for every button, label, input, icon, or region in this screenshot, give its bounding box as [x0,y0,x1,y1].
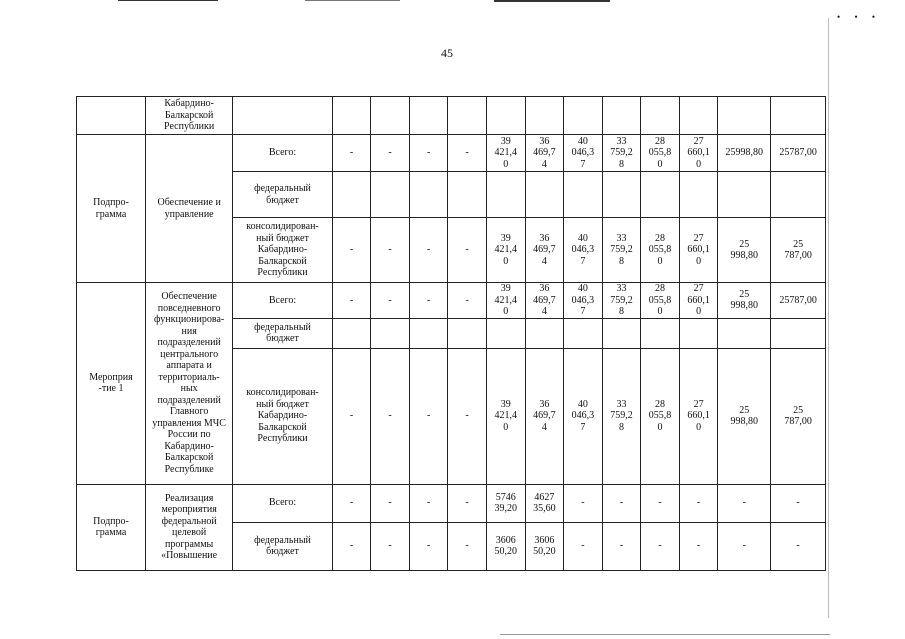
value-cell: - [602,484,641,522]
value-cell: - [332,283,371,319]
value-cell: - [409,522,448,570]
corner-marks: • • • [837,12,881,22]
value-cell [641,97,680,135]
type-cell: Мероприя -тие 1 [77,283,146,485]
value-cell: 28 055,8 0 [641,218,680,283]
name-cell: Кабардино- Балкарской Республики [146,97,233,135]
value-cell: 3606 50,20 [525,522,564,570]
table-row [77,97,826,135]
value-cell: 4627 35,60 [525,484,564,522]
source-cell: федеральный бюджет [233,318,332,348]
value-cell [718,318,771,348]
table-row [77,135,826,172]
value-cell [641,172,680,218]
table-body [77,97,826,571]
value-cell [771,97,826,135]
value-cell: - [409,484,448,522]
value-cell: 25787,00 [771,135,826,172]
page-number: 45 [441,46,453,60]
value-cell: 5746 39,20 [486,484,525,522]
value-cell: 28 055,8 0 [641,348,680,484]
budget-table [76,96,826,571]
value-cell: 28 055,8 0 [641,135,680,172]
scan-artifact-top-left [118,0,218,1]
value-cell: 40 046,3 7 [564,348,603,484]
value-cell [564,172,603,218]
value-cell: - [771,484,826,522]
value-cell [718,97,771,135]
value-cell: 27 660,1 0 [679,348,718,484]
value-cell [525,97,564,135]
value-cell: 25 787,00 [771,348,826,484]
value-cell [602,318,641,348]
value-cell: 25 998,80 [718,348,771,484]
value-cell: 33 759,2 8 [602,348,641,484]
value-cell [564,97,603,135]
value-cell: 25 998,80 [718,218,771,283]
value-cell: - [771,522,826,570]
name-cell: Обеспечение и управление [146,135,233,283]
value-cell: - [448,522,487,570]
value-cell: - [448,348,487,484]
value-cell [332,172,371,218]
value-cell [409,97,448,135]
type-cell: Подпро- грамма [77,484,146,570]
value-cell [486,172,525,218]
table-row [77,283,826,319]
value-cell: 27 660,1 0 [679,218,718,283]
type-cell: Подпро- грамма [77,135,146,283]
value-cell: - [718,522,771,570]
value-cell [409,318,448,348]
value-cell: 40 046,3 7 [564,218,603,283]
value-cell [771,172,826,218]
value-cell: - [448,135,487,172]
source-cell: Всего: [233,283,332,319]
value-cell: - [448,218,487,283]
value-cell: - [602,522,641,570]
type-cell [77,97,146,135]
value-cell [371,97,410,135]
value-cell: 36 469,7 4 [525,348,564,484]
value-cell: 39 421,4 0 [486,283,525,319]
value-cell: - [679,522,718,570]
value-cell: - [564,522,603,570]
value-cell [564,318,603,348]
value-cell: - [371,484,410,522]
value-cell: - [332,218,371,283]
value-cell: - [371,283,410,319]
scan-artifact-top-right [494,0,610,2]
value-cell: - [371,348,410,484]
value-cell: - [409,135,448,172]
value-cell: 39 421,4 0 [486,135,525,172]
value-cell: - [641,484,680,522]
page-edge-line [828,18,829,618]
value-cell: - [371,218,410,283]
value-cell: - [332,484,371,522]
source-cell: федеральный бюджет [233,522,332,570]
source-cell: консолидирован- ный бюджет Кабардино- Балкарской Республики [233,348,332,484]
value-cell: - [332,348,371,484]
value-cell: - [448,484,487,522]
value-cell [679,97,718,135]
value-cell [371,172,410,218]
value-cell: - [332,135,371,172]
value-cell [448,172,487,218]
value-cell: 33 759,2 8 [602,135,641,172]
value-cell: - [409,348,448,484]
value-cell [332,97,371,135]
value-cell [448,318,487,348]
value-cell [679,318,718,348]
value-cell: 25998,80 [718,135,771,172]
value-cell [486,97,525,135]
value-cell: - [679,484,718,522]
value-cell: 33 759,2 8 [602,218,641,283]
value-cell: 3606 50,20 [486,522,525,570]
value-cell: - [448,283,487,319]
value-cell: 27 660,1 0 [679,135,718,172]
scan-artifact-bottom [500,634,830,635]
value-cell [679,172,718,218]
value-cell [332,318,371,348]
value-cell: - [409,218,448,283]
value-cell [641,318,680,348]
value-cell [448,97,487,135]
value-cell: - [718,484,771,522]
source-cell: федеральный бюджет [233,172,332,218]
value-cell: - [641,522,680,570]
value-cell: 28 055,8 0 [641,283,680,319]
value-cell: - [409,283,448,319]
value-cell: 33 759,2 8 [602,283,641,319]
name-cell: Реализация мероприятия федеральной целевой программы «Повышение [146,484,233,570]
value-cell: 25 787,00 [771,218,826,283]
value-cell: 40 046,3 7 [564,283,603,319]
value-cell: 39 421,4 0 [486,348,525,484]
value-cell [771,318,826,348]
name-cell: Обеспечение повседневного функционирова- ния подразделений центрального аппарата и территориаль- ных подразделений Главного управления МЧС России по Кабардино- Балкарской Республике [146,283,233,485]
value-cell: 27 660,1 0 [679,283,718,319]
source-cell: консолидирован- ный бюджет Кабардино- Балкарской Республики [233,218,332,283]
value-cell: - [564,484,603,522]
value-cell: 25 998,80 [718,283,771,319]
value-cell: 36 469,7 4 [525,218,564,283]
value-cell: - [371,522,410,570]
value-cell [525,172,564,218]
value-cell [486,318,525,348]
value-cell: - [332,522,371,570]
value-cell: 25787,00 [771,283,826,319]
value-cell: 39 421,4 0 [486,218,525,283]
value-cell: 36 469,7 4 [525,283,564,319]
value-cell [525,318,564,348]
source-cell: Всего: [233,135,332,172]
value-cell: 36 469,7 4 [525,135,564,172]
value-cell [602,97,641,135]
value-cell [409,172,448,218]
value-cell: - [371,135,410,172]
scan-artifact-top-middle [305,0,400,1]
source-cell: Всего: [233,484,332,522]
value-cell [602,172,641,218]
table-row [77,484,826,522]
value-cell [371,318,410,348]
source-cell [233,97,332,135]
value-cell: 40 046,3 7 [564,135,603,172]
value-cell [718,172,771,218]
